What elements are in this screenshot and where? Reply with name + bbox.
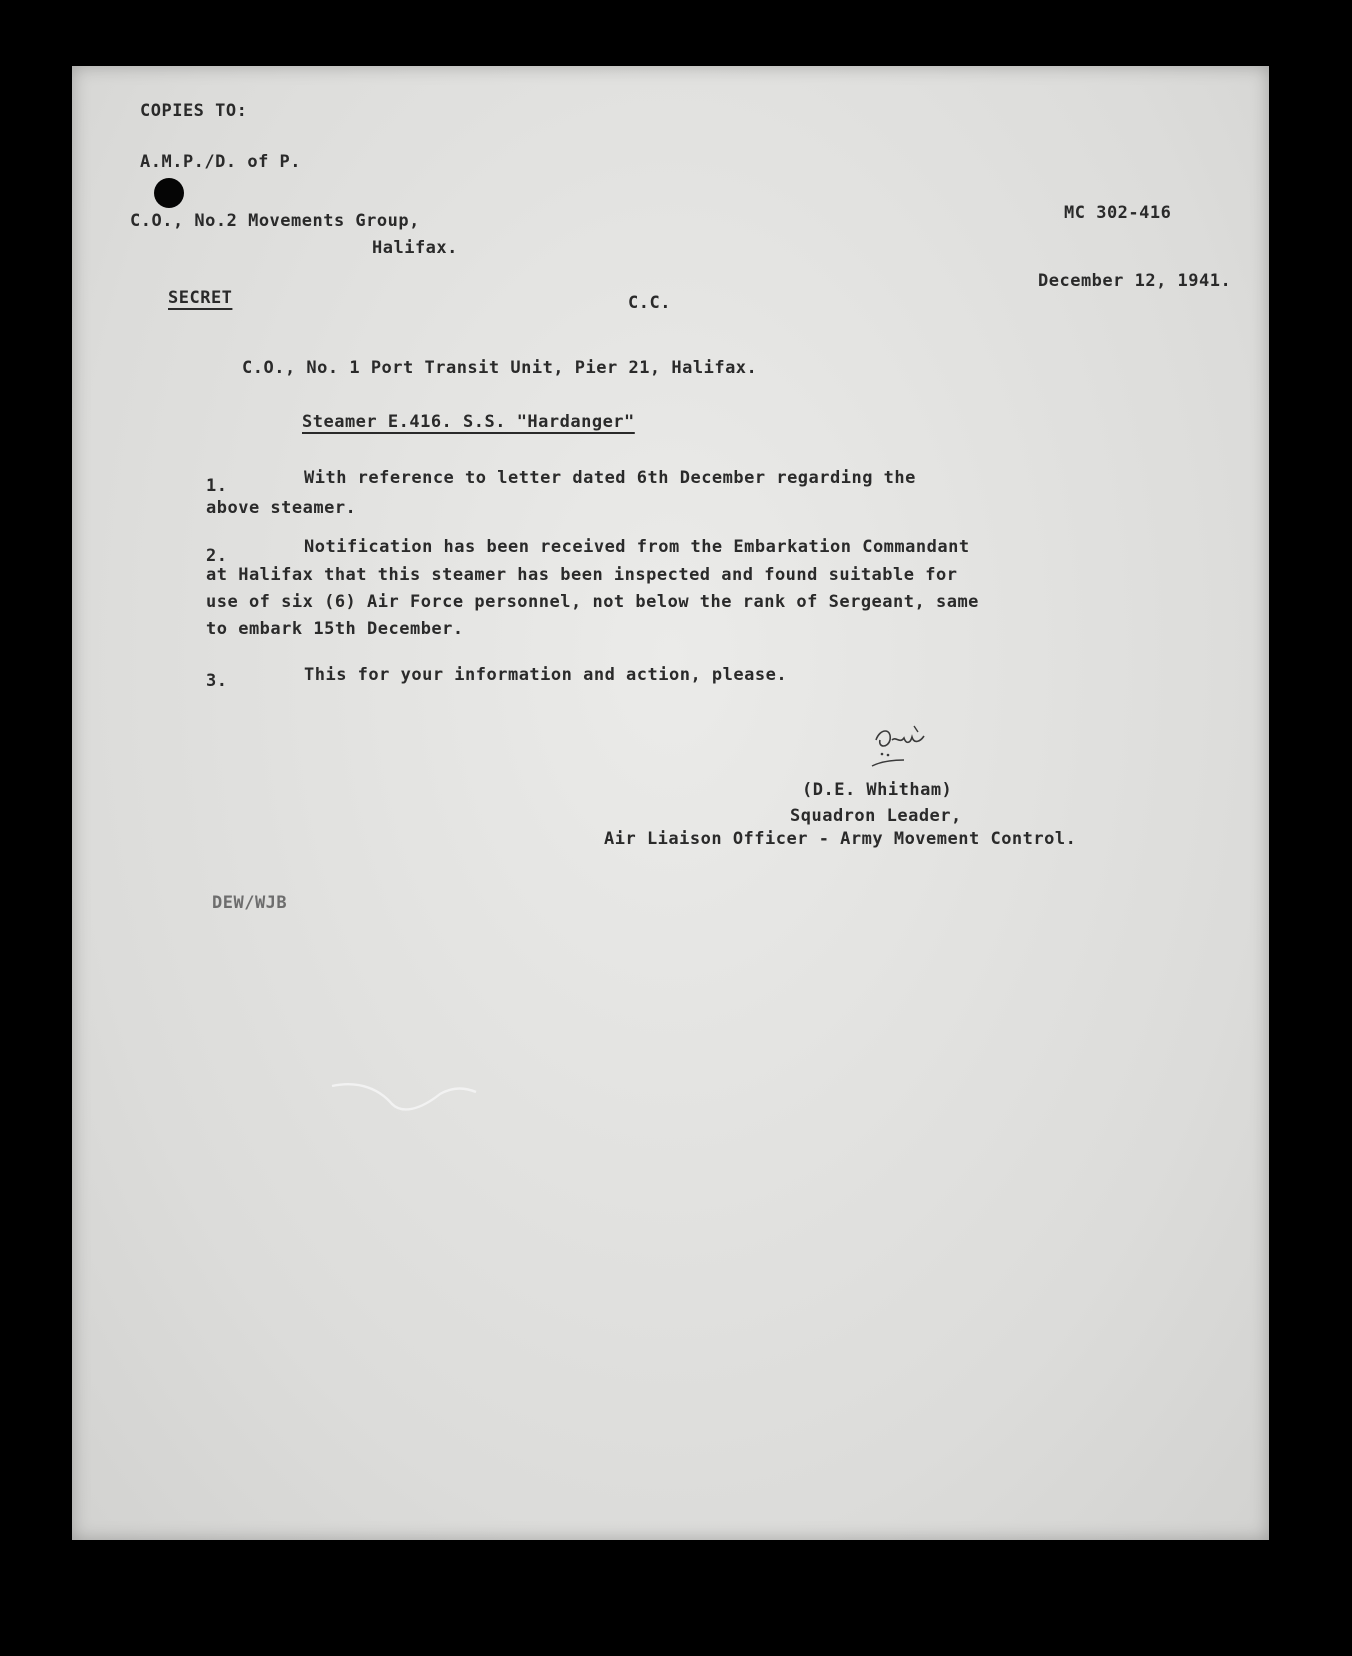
scan-scratch (330, 1070, 480, 1120)
subject-line: Steamer E.416. S.S. "Hardanger" (302, 412, 635, 432)
paragraph-3-line-1: This for your information and action, please. (304, 665, 788, 685)
hole-punch-mark (154, 178, 184, 208)
copies-to-label: COPIES TO: (140, 101, 248, 121)
file-reference: MC 302-416 (1064, 203, 1172, 223)
signatory-rank: Squadron Leader, (790, 806, 962, 826)
letter-date: December 12, 1941. (1038, 271, 1232, 291)
paragraph-1-number: 1. (206, 476, 228, 496)
recipient-line: C.O., No. 1 Port Transit Unit, Pier 21, Halifax. (242, 358, 758, 378)
paragraph-2-line-4: to embark 15th December. (206, 619, 464, 639)
copies-line-3: Halifax. (372, 238, 458, 258)
paragraph-2-line-1: Notification has been received from the Embarkation Commandant (304, 537, 970, 557)
paragraph-1-line-2: above steamer. (206, 498, 357, 518)
classification-secret: SECRET (168, 288, 233, 308)
signatory-name: (D.E. Whitham) (802, 780, 953, 800)
paragraph-3-number: 3. (206, 671, 228, 691)
copies-line-1: A.M.P./D. of P. (140, 152, 302, 172)
paragraph-2-line-2: at Halifax that this steamer has been inspected and found suitable for (206, 565, 958, 585)
paragraph-2-line-3: use of six (6) Air Force personnel, not below the rank of Sergeant, same (206, 592, 979, 612)
reference-initials: DEW/WJB (212, 893, 288, 913)
paragraph-1-line-1: With reference to letter dated 6th December regarding the (304, 468, 916, 488)
copies-line-2: C.O., No.2 Movements Group, (130, 211, 420, 231)
cc-marking: C.C. (628, 293, 671, 313)
handwritten-initials (870, 718, 940, 778)
paragraph-2-number: 2. (206, 546, 228, 566)
signatory-title: Air Liaison Officer - Army Movement Control. (604, 829, 1077, 849)
